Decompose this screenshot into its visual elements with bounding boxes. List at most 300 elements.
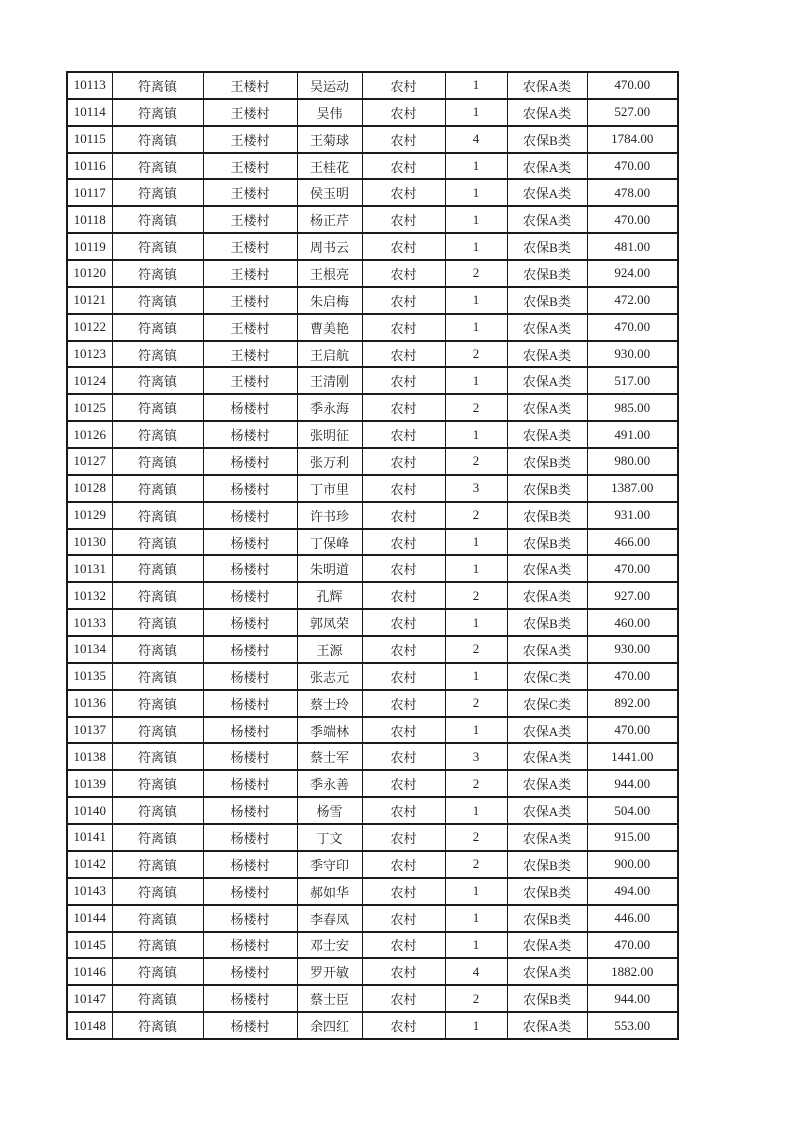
cell-person-name: 朱启梅	[297, 287, 362, 314]
table-row	[67, 448, 678, 475]
cell-insurance-category: 农保A类	[507, 932, 587, 959]
cell-insurance-category: 农保B类	[507, 233, 587, 260]
cell-person-count: 4	[445, 958, 507, 985]
cell-village: 杨楼村	[203, 932, 297, 959]
cell-serial-number: 10127	[67, 448, 112, 475]
cell-amount: 446.00	[587, 905, 678, 932]
cell-village: 杨楼村	[203, 743, 297, 770]
table-row	[67, 878, 678, 905]
cell-town: 符离镇	[112, 582, 203, 609]
cell-insurance-category: 农保B类	[507, 287, 587, 314]
table-row	[67, 985, 678, 1012]
cell-town: 符离镇	[112, 636, 203, 663]
cell-amount: 460.00	[587, 609, 678, 636]
cell-amount: 504.00	[587, 797, 678, 824]
cell-insurance-category: 农保A类	[507, 555, 587, 582]
cell-insurance-category: 农保A类	[507, 99, 587, 126]
cell-serial-number: 10141	[67, 824, 112, 851]
cell-person-name: 季永善	[297, 770, 362, 797]
table-row	[67, 582, 678, 609]
cell-serial-number: 10145	[67, 932, 112, 959]
cell-person-count: 2	[445, 582, 507, 609]
table-row	[67, 394, 678, 421]
cell-person-name: 侯玉明	[297, 179, 362, 206]
cell-town: 符离镇	[112, 932, 203, 959]
cell-insurance-category: 农保A类	[507, 72, 587, 99]
cell-person-count: 1	[445, 555, 507, 582]
cell-residence-type: 农村	[362, 985, 445, 1012]
cell-town: 符离镇	[112, 663, 203, 690]
cell-amount: 944.00	[587, 770, 678, 797]
cell-residence-type: 农村	[362, 126, 445, 153]
cell-person-count: 1	[445, 717, 507, 744]
cell-person-name: 丁市里	[297, 475, 362, 502]
cell-residence-type: 农村	[362, 421, 445, 448]
cell-amount: 931.00	[587, 502, 678, 529]
cell-village: 杨楼村	[203, 582, 297, 609]
table-row	[67, 905, 678, 932]
cell-person-name: 张万利	[297, 448, 362, 475]
cell-person-name: 杨正芹	[297, 206, 362, 233]
cell-insurance-category: 农保B类	[507, 985, 587, 1012]
cell-serial-number: 10147	[67, 985, 112, 1012]
cell-person-count: 1	[445, 663, 507, 690]
cell-amount: 470.00	[587, 717, 678, 744]
cell-town: 符离镇	[112, 448, 203, 475]
cell-town: 符离镇	[112, 341, 203, 368]
cell-person-name: 许书珍	[297, 502, 362, 529]
table-row	[67, 314, 678, 341]
cell-person-count: 2	[445, 448, 507, 475]
cell-person-count: 2	[445, 770, 507, 797]
cell-town: 符离镇	[112, 126, 203, 153]
cell-insurance-category: 农保A类	[507, 314, 587, 341]
cell-amount: 1882.00	[587, 958, 678, 985]
cell-town: 符离镇	[112, 770, 203, 797]
cell-village: 杨楼村	[203, 475, 297, 502]
table-row	[67, 421, 678, 448]
cell-village: 王楼村	[203, 206, 297, 233]
cell-residence-type: 农村	[362, 663, 445, 690]
cell-town: 符离镇	[112, 179, 203, 206]
cell-village: 杨楼村	[203, 529, 297, 556]
cell-person-count: 1	[445, 529, 507, 556]
cell-amount: 1387.00	[587, 475, 678, 502]
cell-town: 符离镇	[112, 206, 203, 233]
cell-residence-type: 农村	[362, 958, 445, 985]
cell-serial-number: 10122	[67, 314, 112, 341]
cell-insurance-category: 农保A类	[507, 394, 587, 421]
cell-serial-number: 10124	[67, 367, 112, 394]
cell-village: 杨楼村	[203, 770, 297, 797]
cell-residence-type: 农村	[362, 233, 445, 260]
cell-serial-number: 10134	[67, 636, 112, 663]
cell-person-count: 2	[445, 394, 507, 421]
cell-insurance-category: 农保B类	[507, 609, 587, 636]
cell-insurance-category: 农保B类	[507, 878, 587, 905]
table-row	[67, 529, 678, 556]
cell-serial-number: 10146	[67, 958, 112, 985]
cell-residence-type: 农村	[362, 743, 445, 770]
cell-village: 王楼村	[203, 314, 297, 341]
table-row	[67, 367, 678, 394]
cell-person-name: 余四红	[297, 1012, 362, 1039]
cell-amount: 980.00	[587, 448, 678, 475]
cell-insurance-category: 农保C类	[507, 690, 587, 717]
cell-amount: 924.00	[587, 260, 678, 287]
table-body	[67, 72, 678, 1039]
cell-residence-type: 农村	[362, 153, 445, 180]
cell-village: 杨楼村	[203, 609, 297, 636]
cell-village: 王楼村	[203, 367, 297, 394]
cell-village: 杨楼村	[203, 797, 297, 824]
cell-person-name: 郭凤荣	[297, 609, 362, 636]
cell-town: 符离镇	[112, 367, 203, 394]
cell-residence-type: 农村	[362, 502, 445, 529]
cell-village: 杨楼村	[203, 1012, 297, 1039]
cell-person-count: 2	[445, 690, 507, 717]
cell-person-name: 蔡士军	[297, 743, 362, 770]
cell-serial-number: 10139	[67, 770, 112, 797]
cell-residence-type: 农村	[362, 717, 445, 744]
cell-serial-number: 10148	[67, 1012, 112, 1039]
table-row	[67, 179, 678, 206]
cell-town: 符离镇	[112, 851, 203, 878]
cell-amount: 466.00	[587, 529, 678, 556]
cell-town: 符离镇	[112, 743, 203, 770]
table-row	[67, 260, 678, 287]
cell-person-count: 1	[445, 206, 507, 233]
cell-insurance-category: 农保B类	[507, 502, 587, 529]
cell-village: 杨楼村	[203, 851, 297, 878]
cell-residence-type: 农村	[362, 529, 445, 556]
table-row	[67, 690, 678, 717]
cell-serial-number: 10140	[67, 797, 112, 824]
table-row	[67, 233, 678, 260]
cell-amount: 517.00	[587, 367, 678, 394]
cell-amount: 1784.00	[587, 126, 678, 153]
cell-person-name: 张明征	[297, 421, 362, 448]
cell-serial-number: 10120	[67, 260, 112, 287]
cell-amount: 930.00	[587, 341, 678, 368]
cell-amount: 470.00	[587, 663, 678, 690]
cell-village: 杨楼村	[203, 448, 297, 475]
cell-insurance-category: 农保A类	[507, 179, 587, 206]
table-row	[67, 72, 678, 99]
cell-amount: 527.00	[587, 99, 678, 126]
cell-town: 符离镇	[112, 314, 203, 341]
cell-village: 杨楼村	[203, 555, 297, 582]
cell-serial-number: 10126	[67, 421, 112, 448]
cell-person-name: 王根亮	[297, 260, 362, 287]
cell-person-count: 1	[445, 878, 507, 905]
cell-town: 符离镇	[112, 609, 203, 636]
cell-amount: 927.00	[587, 582, 678, 609]
cell-person-name: 王菊球	[297, 126, 362, 153]
cell-serial-number: 10136	[67, 690, 112, 717]
cell-person-count: 1	[445, 72, 507, 99]
cell-insurance-category: 农保A类	[507, 206, 587, 233]
table-row	[67, 743, 678, 770]
cell-serial-number: 10114	[67, 99, 112, 126]
cell-residence-type: 农村	[362, 260, 445, 287]
cell-residence-type: 农村	[362, 72, 445, 99]
cell-person-name: 王清刚	[297, 367, 362, 394]
cell-town: 符离镇	[112, 905, 203, 932]
cell-person-count: 1	[445, 421, 507, 448]
cell-serial-number: 10129	[67, 502, 112, 529]
cell-village: 杨楼村	[203, 502, 297, 529]
cell-insurance-category: 农保B类	[507, 260, 587, 287]
cell-town: 符离镇	[112, 878, 203, 905]
cell-person-count: 2	[445, 851, 507, 878]
cell-person-count: 2	[445, 824, 507, 851]
cell-residence-type: 农村	[362, 179, 445, 206]
cell-insurance-category: 农保B类	[507, 905, 587, 932]
table-row	[67, 717, 678, 744]
cell-residence-type: 农村	[362, 475, 445, 502]
cell-town: 符离镇	[112, 985, 203, 1012]
cell-person-name: 孔辉	[297, 582, 362, 609]
cell-person-name: 王桂花	[297, 153, 362, 180]
cell-person-name: 季守印	[297, 851, 362, 878]
cell-village: 杨楼村	[203, 663, 297, 690]
cell-insurance-category: 农保A类	[507, 582, 587, 609]
cell-amount: 915.00	[587, 824, 678, 851]
cell-amount: 470.00	[587, 314, 678, 341]
cell-amount: 494.00	[587, 878, 678, 905]
table-row	[67, 770, 678, 797]
cell-person-count: 1	[445, 905, 507, 932]
cell-person-count: 1	[445, 609, 507, 636]
cell-serial-number: 10116	[67, 153, 112, 180]
cell-person-name: 张志元	[297, 663, 362, 690]
cell-village: 杨楼村	[203, 905, 297, 932]
cell-serial-number: 10125	[67, 394, 112, 421]
cell-village: 王楼村	[203, 233, 297, 260]
cell-village: 杨楼村	[203, 878, 297, 905]
cell-person-count: 1	[445, 932, 507, 959]
cell-insurance-category: 农保A类	[507, 958, 587, 985]
cell-town: 符离镇	[112, 421, 203, 448]
cell-village: 王楼村	[203, 260, 297, 287]
cell-serial-number: 10144	[67, 905, 112, 932]
cell-town: 符离镇	[112, 958, 203, 985]
cell-person-name: 丁文	[297, 824, 362, 851]
cell-person-count: 1	[445, 367, 507, 394]
cell-village: 王楼村	[203, 179, 297, 206]
cell-person-count: 1	[445, 287, 507, 314]
table-row	[67, 555, 678, 582]
cell-person-name: 曹美艳	[297, 314, 362, 341]
cell-amount: 470.00	[587, 153, 678, 180]
table-row	[67, 636, 678, 663]
cell-insurance-category: 农保A类	[507, 421, 587, 448]
cell-person-name: 吴运动	[297, 72, 362, 99]
cell-person-name: 吴伟	[297, 99, 362, 126]
cell-amount: 470.00	[587, 555, 678, 582]
cell-person-name: 王源	[297, 636, 362, 663]
cell-insurance-category: 农保B类	[507, 529, 587, 556]
cell-person-count: 1	[445, 99, 507, 126]
cell-serial-number: 10118	[67, 206, 112, 233]
cell-village: 杨楼村	[203, 717, 297, 744]
cell-serial-number: 10123	[67, 341, 112, 368]
cell-serial-number: 10135	[67, 663, 112, 690]
cell-person-name: 杨雪	[297, 797, 362, 824]
cell-serial-number: 10133	[67, 609, 112, 636]
cell-insurance-category: 农保A类	[507, 770, 587, 797]
cell-village: 王楼村	[203, 126, 297, 153]
cell-insurance-category: 农保A类	[507, 153, 587, 180]
table-row	[67, 851, 678, 878]
cell-insurance-category: 农保A类	[507, 367, 587, 394]
cell-insurance-category: 农保B类	[507, 475, 587, 502]
cell-person-count: 2	[445, 502, 507, 529]
cell-insurance-category: 农保A类	[507, 341, 587, 368]
cell-amount: 470.00	[587, 72, 678, 99]
table-row	[67, 341, 678, 368]
cell-amount: 930.00	[587, 636, 678, 663]
cell-person-count: 1	[445, 233, 507, 260]
cell-insurance-category: 农保C类	[507, 663, 587, 690]
cell-amount: 470.00	[587, 932, 678, 959]
cell-village: 王楼村	[203, 341, 297, 368]
cell-amount: 491.00	[587, 421, 678, 448]
cell-residence-type: 农村	[362, 690, 445, 717]
cell-person-count: 1	[445, 314, 507, 341]
cell-amount: 1441.00	[587, 743, 678, 770]
cell-town: 符离镇	[112, 72, 203, 99]
cell-serial-number: 10115	[67, 126, 112, 153]
cell-residence-type: 农村	[362, 905, 445, 932]
cell-town: 符离镇	[112, 394, 203, 421]
cell-town: 符离镇	[112, 529, 203, 556]
table-row	[67, 153, 678, 180]
cell-village: 杨楼村	[203, 985, 297, 1012]
cell-amount: 470.00	[587, 206, 678, 233]
cell-person-name: 朱明道	[297, 555, 362, 582]
payment-table	[66, 71, 679, 1040]
cell-amount: 478.00	[587, 179, 678, 206]
table-row	[67, 797, 678, 824]
cell-residence-type: 农村	[362, 932, 445, 959]
cell-serial-number: 10119	[67, 233, 112, 260]
cell-amount: 985.00	[587, 394, 678, 421]
cell-serial-number: 10143	[67, 878, 112, 905]
cell-insurance-category: 农保A类	[507, 824, 587, 851]
table-row	[67, 206, 678, 233]
cell-serial-number: 10142	[67, 851, 112, 878]
table-row	[67, 287, 678, 314]
cell-village: 王楼村	[203, 287, 297, 314]
cell-village: 王楼村	[203, 153, 297, 180]
cell-person-count: 2	[445, 260, 507, 287]
cell-residence-type: 农村	[362, 851, 445, 878]
cell-town: 符离镇	[112, 1012, 203, 1039]
cell-person-name: 丁保峰	[297, 529, 362, 556]
cell-person-count: 2	[445, 341, 507, 368]
cell-residence-type: 农村	[362, 287, 445, 314]
table-row	[67, 932, 678, 959]
cell-person-count: 1	[445, 797, 507, 824]
cell-serial-number: 10130	[67, 529, 112, 556]
cell-amount: 553.00	[587, 1012, 678, 1039]
cell-person-name: 郝如华	[297, 878, 362, 905]
cell-serial-number: 10128	[67, 475, 112, 502]
cell-person-count: 2	[445, 985, 507, 1012]
cell-person-name: 周书云	[297, 233, 362, 260]
cell-town: 符离镇	[112, 153, 203, 180]
cell-serial-number: 10121	[67, 287, 112, 314]
cell-town: 符离镇	[112, 260, 203, 287]
cell-person-count: 1	[445, 1012, 507, 1039]
cell-person-name: 邓士安	[297, 932, 362, 959]
cell-insurance-category: 农保B类	[507, 851, 587, 878]
cell-residence-type: 农村	[362, 341, 445, 368]
cell-person-count: 1	[445, 179, 507, 206]
cell-town: 符离镇	[112, 797, 203, 824]
cell-person-count: 1	[445, 153, 507, 180]
cell-village: 杨楼村	[203, 636, 297, 663]
cell-village: 杨楼村	[203, 958, 297, 985]
cell-residence-type: 农村	[362, 824, 445, 851]
cell-residence-type: 农村	[362, 797, 445, 824]
table-row	[67, 609, 678, 636]
cell-residence-type: 农村	[362, 770, 445, 797]
cell-village: 杨楼村	[203, 421, 297, 448]
cell-insurance-category: 农保B类	[507, 448, 587, 475]
cell-residence-type: 农村	[362, 367, 445, 394]
cell-serial-number: 10132	[67, 582, 112, 609]
cell-town: 符离镇	[112, 287, 203, 314]
cell-amount: 944.00	[587, 985, 678, 1012]
cell-serial-number: 10138	[67, 743, 112, 770]
cell-serial-number: 10137	[67, 717, 112, 744]
cell-town: 符离镇	[112, 502, 203, 529]
cell-insurance-category: 农保A类	[507, 797, 587, 824]
table-row	[67, 502, 678, 529]
cell-village: 王楼村	[203, 72, 297, 99]
cell-residence-type: 农村	[362, 636, 445, 663]
cell-residence-type: 农村	[362, 394, 445, 421]
cell-amount: 900.00	[587, 851, 678, 878]
cell-person-name: 罗开敏	[297, 958, 362, 985]
cell-person-name: 王启航	[297, 341, 362, 368]
table-row	[67, 99, 678, 126]
cell-person-count: 4	[445, 126, 507, 153]
cell-amount: 481.00	[587, 233, 678, 260]
cell-residence-type: 农村	[362, 206, 445, 233]
cell-person-name: 季永海	[297, 394, 362, 421]
cell-village: 杨楼村	[203, 690, 297, 717]
cell-person-name: 季端林	[297, 717, 362, 744]
cell-town: 符离镇	[112, 475, 203, 502]
cell-town: 符离镇	[112, 717, 203, 744]
table-row	[67, 475, 678, 502]
cell-village: 杨楼村	[203, 394, 297, 421]
cell-residence-type: 农村	[362, 878, 445, 905]
cell-amount: 892.00	[587, 690, 678, 717]
cell-person-count: 2	[445, 636, 507, 663]
cell-residence-type: 农村	[362, 1012, 445, 1039]
table-row	[67, 1012, 678, 1039]
cell-town: 符离镇	[112, 99, 203, 126]
cell-serial-number: 10113	[67, 72, 112, 99]
cell-insurance-category: 农保A类	[507, 636, 587, 663]
cell-residence-type: 农村	[362, 448, 445, 475]
cell-person-name: 蔡士臣	[297, 985, 362, 1012]
